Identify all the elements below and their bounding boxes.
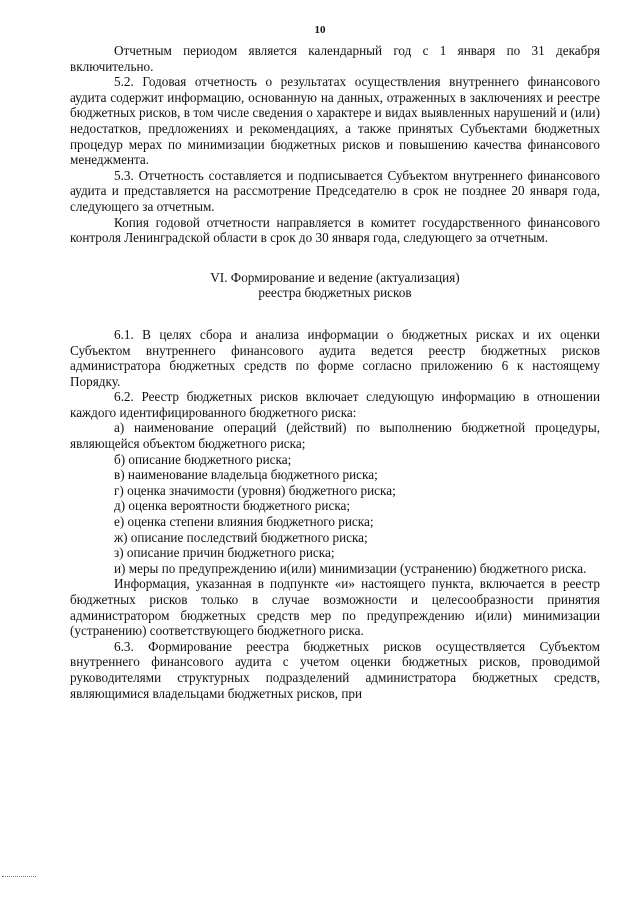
- list-item-g: г) оценка значимости (уровня) бюджетного риска;: [114, 482, 396, 498]
- paragraph-6-2: 6.2. Реестр бюджетных рисков включает следующую информацию в отношении каждого идентифицированного бюджетного риска:: [70, 389, 600, 420]
- list-item-e: е) оценка степени влияния бюджетного риска;: [114, 514, 374, 530]
- list-item-a: а) наименование операций (действий) по выполнению бюджетной процедуры, являющейся объектом бюджетного риска;: [70, 420, 600, 452]
- paragraph-6-1: 6.1. В целях сбора и анализа информации о бюджетных рисках и их оценки Субъектом внутреннего финансового аудита ведется реестр бюджетных рисков администратора бюджетных средств по форме согласно приложению 6 к настоящему Порядку.: [70, 326, 600, 389]
- section-heading-line2: реестра бюджетных рисков: [258, 285, 412, 301]
- paragraph-copy-report: Копия годовой отчетности направляется в комитет государственного финансового контроля Ленинградской области в срок до 30 января года, следующего за отчетным.: [70, 214, 600, 246]
- paragraph-5-2: 5.2. Годовая отчетность о результатах осуществления внутреннего финансового аудита содержит информацию, основанную на данных, отраженных в заключениях и реестре бюджетных рисков, в том числе сведения о характере и видах выявленных нарушений и (или) недостатков, предложениях и рекомендациях, а также принятых Субъектами бюджетных процедур мерах по минимизации бюджетных рисков и повышению качества финансового менеджмента.: [70, 74, 600, 168]
- page-number: 10: [314, 24, 326, 36]
- list-item-zh: ж) описание последствий бюджетного риска;: [114, 529, 368, 545]
- list-item-v: в) наименование владельца бюджетного риска;: [114, 467, 378, 483]
- section-heading-line1: VI. Формирование и ведение (актуализация): [210, 269, 460, 285]
- footer-dotted-mark: [2, 876, 36, 877]
- section-heading: [70, 270, 600, 301]
- paragraph-reporting-period: Отчетным периодом является календарный год с 1 января по 31 декабря включительно.: [70, 43, 600, 74]
- paragraph-subitem-i-info: Информация, указанная в подпункте «и» настоящего пункта, включается в реестр бюджетных рисков только в случае возможности и целесообразности принятия администратором бюджетных средств мер по предупреждению и(или) минимизации (устранению) соответствующего бюджетного риска.: [70, 576, 600, 639]
- list-item-d: д) оценка вероятности бюджетного риска;: [114, 498, 351, 514]
- list-item-z: з) описание причин бюджетного риска;: [114, 545, 335, 561]
- list-item-b: б) описание бюджетного риска;: [114, 451, 292, 467]
- document-body: [70, 43, 600, 701]
- paragraph-6-3: 6.3. Формирование реестра бюджетных рисков осуществляется Субъектом внутреннего финансового аудита с учетом оценки бюджетных рисков, проводимой руководителями структурных подразделений администратора бюджетных средств, являющимися владельцами бюджетных рисков, при: [70, 638, 600, 701]
- paragraph-5-3: 5.3. Отчетность составляется и подписывается Субъектом внутреннего финансового аудита и представляется на рассмотрение Председателю в срок не позднее 20 января года, следующего за отчетным.: [70, 167, 600, 214]
- list-item-i: и) меры по предупреждению и(или) минимизации (устранению) бюджетного риска.: [114, 560, 587, 576]
